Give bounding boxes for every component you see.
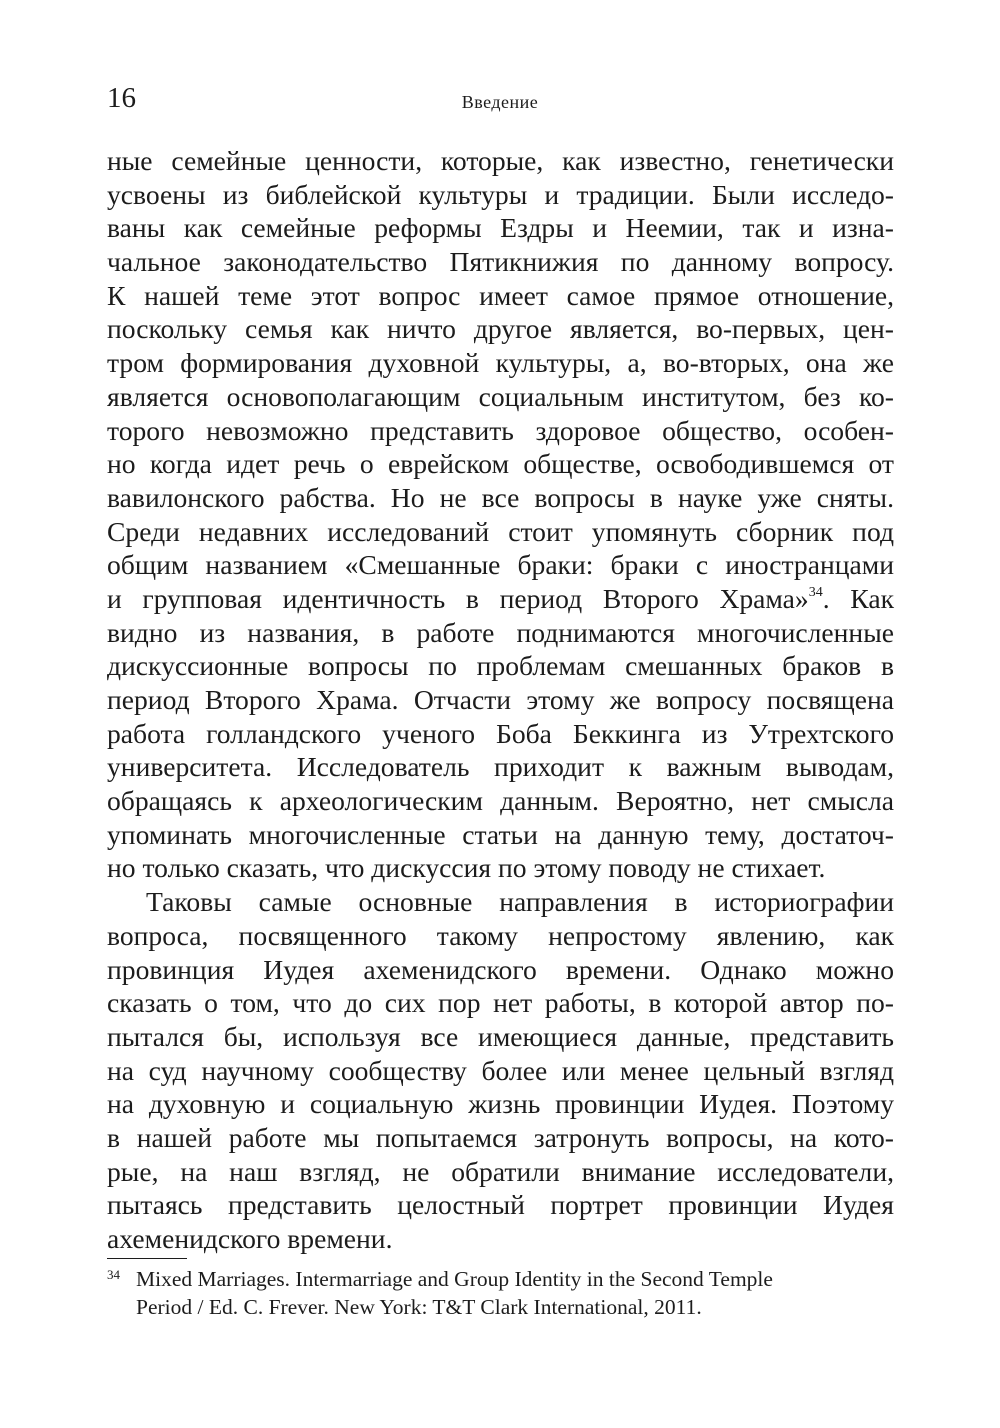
text-line: чальное законодательство Пятикнижия по данному вопросу.: [107, 246, 894, 278]
text-line: но только сказать, что дискуссия по этому поводу не стихает.: [107, 852, 826, 884]
footnote-line: Period / Ed. C. Frever. New York: T&T Clark International, 2011.: [136, 1295, 702, 1319]
page-number: 16: [107, 82, 136, 114]
text-line: ахеменидского времени.: [107, 1223, 393, 1254]
footnote-divider: [107, 1258, 187, 1259]
text-line: поскольку семья как ничто другое является, во-первых, цен-: [107, 313, 894, 345]
text-line: на духовную и социальную жизнь провинции Иудея. Поэтому: [107, 1088, 894, 1120]
text-line: обращаясь к археологическим данным. Вероятно, нет смысла: [107, 785, 894, 817]
text-line: ные семейные ценности, которые, как известно, генетически: [107, 145, 894, 176]
body-text: [107, 144, 894, 1256]
text-line: период Второго Храма. Отчасти этому же вопросу посвящена: [107, 684, 894, 715]
text-line: усвоены из библейской культуры и традиции. Были исследо-: [107, 178, 894, 210]
text-line: тром формирования духовной культуры, а, во-вторых, она же: [107, 347, 894, 379]
text-line: Среди недавних исследований стоит упомянуть сборник под: [107, 515, 894, 547]
text-line: сказать о том, что до сих пор нет работы, в которой автор по-: [107, 987, 894, 1019]
text-line: вавилонского рабства. Но не все вопросы в науке уже сняты.: [107, 481, 894, 513]
footnote-number: 34: [107, 1267, 120, 1282]
footnote-reference[interactable]: 34: [808, 584, 823, 600]
text-line-with-footnote-ref: [107, 582, 894, 616]
text-line: вопроса, посвященного такому непростому явлению, как: [107, 919, 894, 951]
text-line: К нашей теме этот вопрос имеет самое прямое отношение,: [107, 279, 894, 311]
text-line: Таковы самые основные направления в историографии: [146, 886, 894, 918]
text-line: упоминать многочисленные статьи на данную тему, достаточ-: [107, 818, 894, 850]
text-line: общим названием «Смешанные браки: браки с иностранцами: [107, 549, 894, 581]
footnote-text: Mixed Marriages. Intermarriage and Group Identity in the Second Temple: [136, 1267, 773, 1291]
text-line: университета. Исследователь приходит к важным выводам,: [107, 751, 894, 783]
text-line: рые, на наш взгляд, не обратили внимание исследователи,: [107, 1155, 894, 1187]
text-line-part: . Как: [822, 582, 894, 614]
text-line: провинция Иудея ахеменидского времени. Однако можно: [107, 953, 894, 985]
footnote: [107, 1265, 894, 1321]
text-line-part: и групповая идентичность в период Второго Храма»: [107, 582, 809, 614]
text-line: является основополагающим социальным институтом, без ко-: [107, 380, 894, 412]
text-line: видно из названия, в работе поднимаются многочисленные: [107, 616, 894, 648]
text-line: в нашей работе мы попытаемся затронуть вопросы, на кото-: [107, 1121, 894, 1153]
text-line: торого невозможно представить здоровое общество, особен-: [107, 414, 894, 446]
text-line: работа голландского ученого Боба Беккинга из Утрехтского: [107, 717, 894, 749]
text-line: ваны как семейные реформы Ездры и Неемии, так и изна-: [107, 212, 894, 244]
text-line: на суд научному сообществу более или менее цельный взгляд: [107, 1054, 894, 1086]
running-head: Введение: [461, 92, 539, 112]
text-line: но когда идет речь о еврейском обществе, освободившемся от: [107, 448, 894, 480]
text-line: дискуссионные вопросы по проблемам смешанных браков в: [107, 650, 894, 682]
text-line: пытаясь представить целостный портрет провинции Иудея: [107, 1189, 894, 1221]
text-line: пытался бы, используя все имеющиеся данные, представить: [107, 1020, 894, 1052]
footnote-line: [107, 1265, 894, 1293]
